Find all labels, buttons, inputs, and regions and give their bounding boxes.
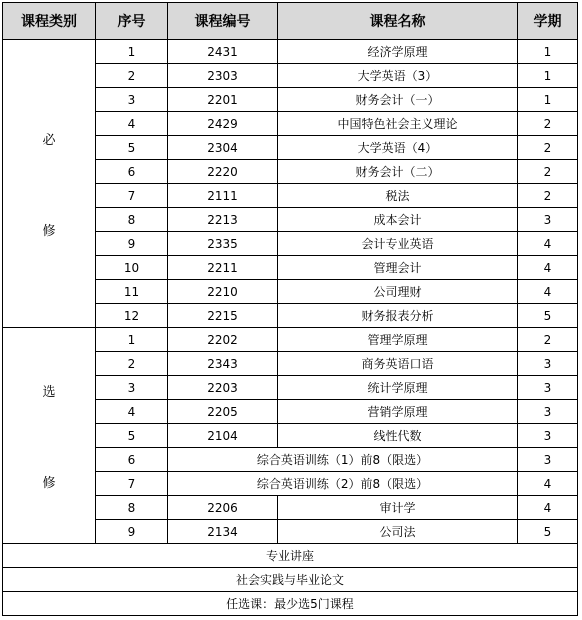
cell-code: 2304 bbox=[168, 136, 278, 160]
cell-term: 2 bbox=[518, 160, 578, 184]
cell-name: 统计学原理 bbox=[278, 376, 518, 400]
cell-term: 1 bbox=[518, 88, 578, 112]
category-elective bbox=[3, 328, 96, 544]
header-category: 课程类别 bbox=[3, 3, 96, 40]
cell-code: 2213 bbox=[168, 208, 278, 232]
cell-number: 8 bbox=[96, 208, 168, 232]
cell-term: 3 bbox=[518, 376, 578, 400]
cell-name: 财务会计（二） bbox=[278, 160, 518, 184]
header-name: 课程名称 bbox=[278, 3, 518, 40]
cell-term: 4 bbox=[518, 280, 578, 304]
category-char: 修 bbox=[42, 475, 56, 491]
table-row bbox=[3, 40, 578, 64]
cell-course-merged: 综合英语训练（1）前8（限选） bbox=[168, 448, 518, 472]
cell-number: 9 bbox=[96, 232, 168, 256]
cell-name: 财务报表分析 bbox=[278, 304, 518, 328]
cell-name: 管理会计 bbox=[278, 256, 518, 280]
cell-code: 2104 bbox=[168, 424, 278, 448]
footer-row bbox=[3, 568, 578, 592]
cell-code: 2211 bbox=[168, 256, 278, 280]
cell-term: 1 bbox=[518, 40, 578, 64]
cell-term: 3 bbox=[518, 448, 578, 472]
category-required bbox=[3, 40, 96, 328]
cell-code: 2210 bbox=[168, 280, 278, 304]
cell-number: 6 bbox=[96, 160, 168, 184]
cell-number: 6 bbox=[96, 448, 168, 472]
cell-code: 2134 bbox=[168, 520, 278, 544]
footer-row bbox=[3, 592, 578, 616]
cell-number: 12 bbox=[96, 304, 168, 328]
cell-code: 2111 bbox=[168, 184, 278, 208]
header-term: 学期 bbox=[518, 3, 578, 40]
cell-term: 3 bbox=[518, 400, 578, 424]
cell-name: 审计学 bbox=[278, 496, 518, 520]
cell-code: 2215 bbox=[168, 304, 278, 328]
cell-code: 2201 bbox=[168, 88, 278, 112]
cell-term: 4 bbox=[518, 256, 578, 280]
cell-term: 4 bbox=[518, 496, 578, 520]
category-char: 必 bbox=[42, 132, 56, 148]
cell-number: 5 bbox=[96, 424, 168, 448]
cell-term: 5 bbox=[518, 520, 578, 544]
cell-number: 2 bbox=[96, 64, 168, 88]
cell-term: 2 bbox=[518, 328, 578, 352]
cell-code: 2343 bbox=[168, 352, 278, 376]
cell-term: 5 bbox=[518, 304, 578, 328]
cell-number: 7 bbox=[96, 184, 168, 208]
cell-name: 公司法 bbox=[278, 520, 518, 544]
table-row bbox=[3, 328, 578, 352]
course-table bbox=[2, 2, 578, 616]
cell-name: 公司理财 bbox=[278, 280, 518, 304]
cell-name: 线性代数 bbox=[278, 424, 518, 448]
footer-cell: 专业讲座 bbox=[3, 544, 578, 568]
cell-term: 4 bbox=[518, 232, 578, 256]
cell-term: 3 bbox=[518, 208, 578, 232]
footer-row bbox=[3, 544, 578, 568]
footer-cell: 社会实践与毕业论文 bbox=[3, 568, 578, 592]
cell-number: 10 bbox=[96, 256, 168, 280]
cell-code: 2303 bbox=[168, 64, 278, 88]
cell-course-merged: 综合英语训练（2）前8（限选） bbox=[168, 472, 518, 496]
cell-term: 4 bbox=[518, 472, 578, 496]
cell-number: 4 bbox=[96, 112, 168, 136]
category-char: 选 bbox=[42, 384, 56, 400]
cell-number: 3 bbox=[96, 88, 168, 112]
cell-number: 9 bbox=[96, 520, 168, 544]
cell-code: 2431 bbox=[168, 40, 278, 64]
cell-name: 大学英语（3） bbox=[278, 64, 518, 88]
cell-number: 2 bbox=[96, 352, 168, 376]
cell-term: 3 bbox=[518, 352, 578, 376]
cell-name: 大学英语（4） bbox=[278, 136, 518, 160]
footer-cell: 任选课：最少选5门课程 bbox=[3, 592, 578, 616]
cell-term: 3 bbox=[518, 424, 578, 448]
cell-number: 8 bbox=[96, 496, 168, 520]
cell-name: 税法 bbox=[278, 184, 518, 208]
cell-term: 2 bbox=[518, 184, 578, 208]
cell-number: 4 bbox=[96, 400, 168, 424]
cell-number: 1 bbox=[96, 40, 168, 64]
category-char: 修 bbox=[42, 223, 56, 239]
cell-name: 成本会计 bbox=[278, 208, 518, 232]
header-number: 序号 bbox=[96, 3, 168, 40]
cell-number: 3 bbox=[96, 376, 168, 400]
cell-number: 1 bbox=[96, 328, 168, 352]
cell-name: 营销学原理 bbox=[278, 400, 518, 424]
cell-name: 管理学原理 bbox=[278, 328, 518, 352]
cell-code: 2206 bbox=[168, 496, 278, 520]
cell-term: 2 bbox=[518, 136, 578, 160]
cell-name: 财务会计（一） bbox=[278, 88, 518, 112]
cell-number: 5 bbox=[96, 136, 168, 160]
cell-term: 2 bbox=[518, 112, 578, 136]
cell-code: 2205 bbox=[168, 400, 278, 424]
header-row bbox=[3, 3, 578, 40]
cell-name: 商务英语口语 bbox=[278, 352, 518, 376]
cell-term: 1 bbox=[518, 64, 578, 88]
cell-name: 会计专业英语 bbox=[278, 232, 518, 256]
cell-number: 11 bbox=[96, 280, 168, 304]
cell-code: 2203 bbox=[168, 376, 278, 400]
cell-code: 2335 bbox=[168, 232, 278, 256]
cell-code: 2220 bbox=[168, 160, 278, 184]
cell-name: 经济学原理 bbox=[278, 40, 518, 64]
cell-number: 7 bbox=[96, 472, 168, 496]
cell-code: 2202 bbox=[168, 328, 278, 352]
header-code: 课程编号 bbox=[168, 3, 278, 40]
cell-code: 2429 bbox=[168, 112, 278, 136]
cell-name: 中国特色社会主义理论 bbox=[278, 112, 518, 136]
